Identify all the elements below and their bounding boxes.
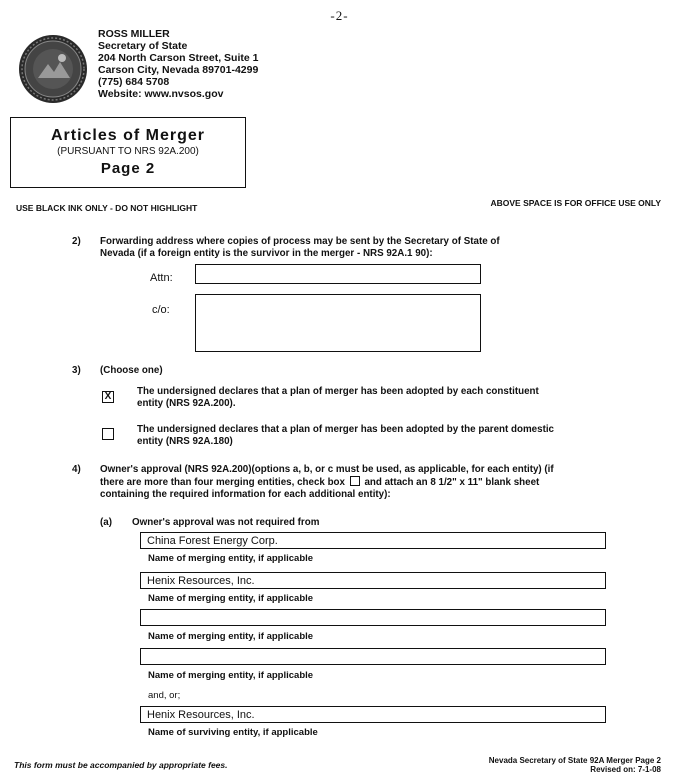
footer-form-info [489, 756, 661, 774]
street-address: 204 North Carson Street, Suite 1 [98, 52, 259, 64]
nevada-state-seal-icon [18, 34, 88, 104]
ink-note: USE BLACK INK ONLY - DO NOT HIGHLIGHT [16, 203, 198, 213]
merging-entity-caption-4: Name of merging entity, if applicable [148, 670, 314, 681]
merging-entity-field-2[interactable]: Henix Resources, Inc. [140, 572, 606, 589]
form-subtitle: (PURSUANT TO NRS 92A.200) [57, 146, 199, 157]
merging-entity-caption-3: Name of merging entity, if applicable [148, 631, 314, 642]
option-2-line-1: The undersigned declares that a plan of merger has been adopted by the parent domestic [137, 424, 555, 435]
attn-label: Attn: [150, 272, 173, 284]
footer-form-name: Nevada Secretary of State 92A Merger Page 2 [488, 756, 661, 765]
option-2-checkbox[interactable] [102, 428, 114, 440]
office-use-note: ABOVE SPACE IS FOR OFFICE USE ONLY [490, 198, 661, 208]
sub-a-text: Owner's approval was not required from [132, 517, 320, 528]
section-2-text-line-2: Nevada (if a foreign entity is the survivor in the merger - NRS 92A.1 90): [100, 248, 433, 259]
official-name: ROSS MILLER [98, 28, 170, 40]
section-4-text-line-3: containing the required information for each additional entity): [100, 489, 391, 500]
section-3-heading: (Choose one) [100, 365, 163, 376]
form-title-box [10, 117, 246, 188]
merging-entity-field-1[interactable]: China Forest Energy Corp. [140, 532, 606, 549]
section-4-text-line-2a: there are more than four merging entities, check box [100, 477, 345, 488]
option-1-checkbox[interactable]: X [102, 391, 114, 403]
footer-fee-note: This form must be accompanied by appropriate fees. [14, 760, 228, 770]
merging-entity-field-4[interactable] [140, 648, 606, 665]
footer-revision-date: Revised on: 7-1-08 [590, 765, 661, 774]
sub-a-label: (a) [100, 517, 112, 528]
section-2-number: 2) [72, 236, 81, 247]
section-4-text [100, 464, 554, 501]
website: Website: www.nvsos.gov [98, 88, 224, 100]
section-3-number: 3) [72, 365, 81, 376]
option-1-line-1: The undersigned declares that a plan of merger has been adopted by each constituent [137, 386, 539, 397]
section-4-number: 4) [72, 464, 81, 475]
surviving-entity-caption: Name of surviving entity, if applicable [148, 727, 318, 738]
section-2-text-line-1: Forwarding address where copies of process may be sent by the Secretary of State of [100, 236, 500, 247]
section-4-text-line-1: Owner's approval (NRS 92A.200)(options a, b, or c must be used, as applicable, for each entity) (if [100, 464, 554, 475]
surviving-entity-field[interactable]: Henix Resources, Inc. [140, 706, 606, 723]
official-title: Secretary of State [98, 40, 188, 52]
form-page-label: Page 2 [100, 160, 156, 177]
co-field[interactable] [195, 294, 481, 352]
option-2-line-2: entity (NRS 92A.180) [137, 436, 233, 447]
merging-entity-field-3[interactable] [140, 609, 606, 626]
form-title: Articles of Merger [50, 127, 206, 144]
secretary-of-state-address [98, 28, 258, 100]
additional-entities-checkbox[interactable] [350, 476, 360, 486]
co-label: c/o: [152, 304, 170, 316]
option-1-text [137, 386, 539, 410]
merging-entity-caption-2: Name of merging entity, if applicable [148, 593, 314, 604]
option-1-line-2: entity (NRS 92A.200). [137, 398, 236, 409]
section-2-text [100, 236, 500, 260]
and-or-text: and, or; [148, 690, 181, 701]
phone-number: (775) 684 5708 [98, 76, 170, 88]
attn-field[interactable] [195, 264, 481, 284]
page-number: -2- [330, 8, 349, 23]
section-4-text-line-2 [100, 476, 554, 489]
city-address: Carson City, Nevada 89701-4299 [98, 64, 259, 76]
option-2-text [137, 424, 554, 448]
section-4-text-line-2b: and attach an 8 1/2" x 11" blank sheet [364, 477, 540, 488]
merging-entity-caption-1: Name of merging entity, if applicable [148, 553, 314, 564]
